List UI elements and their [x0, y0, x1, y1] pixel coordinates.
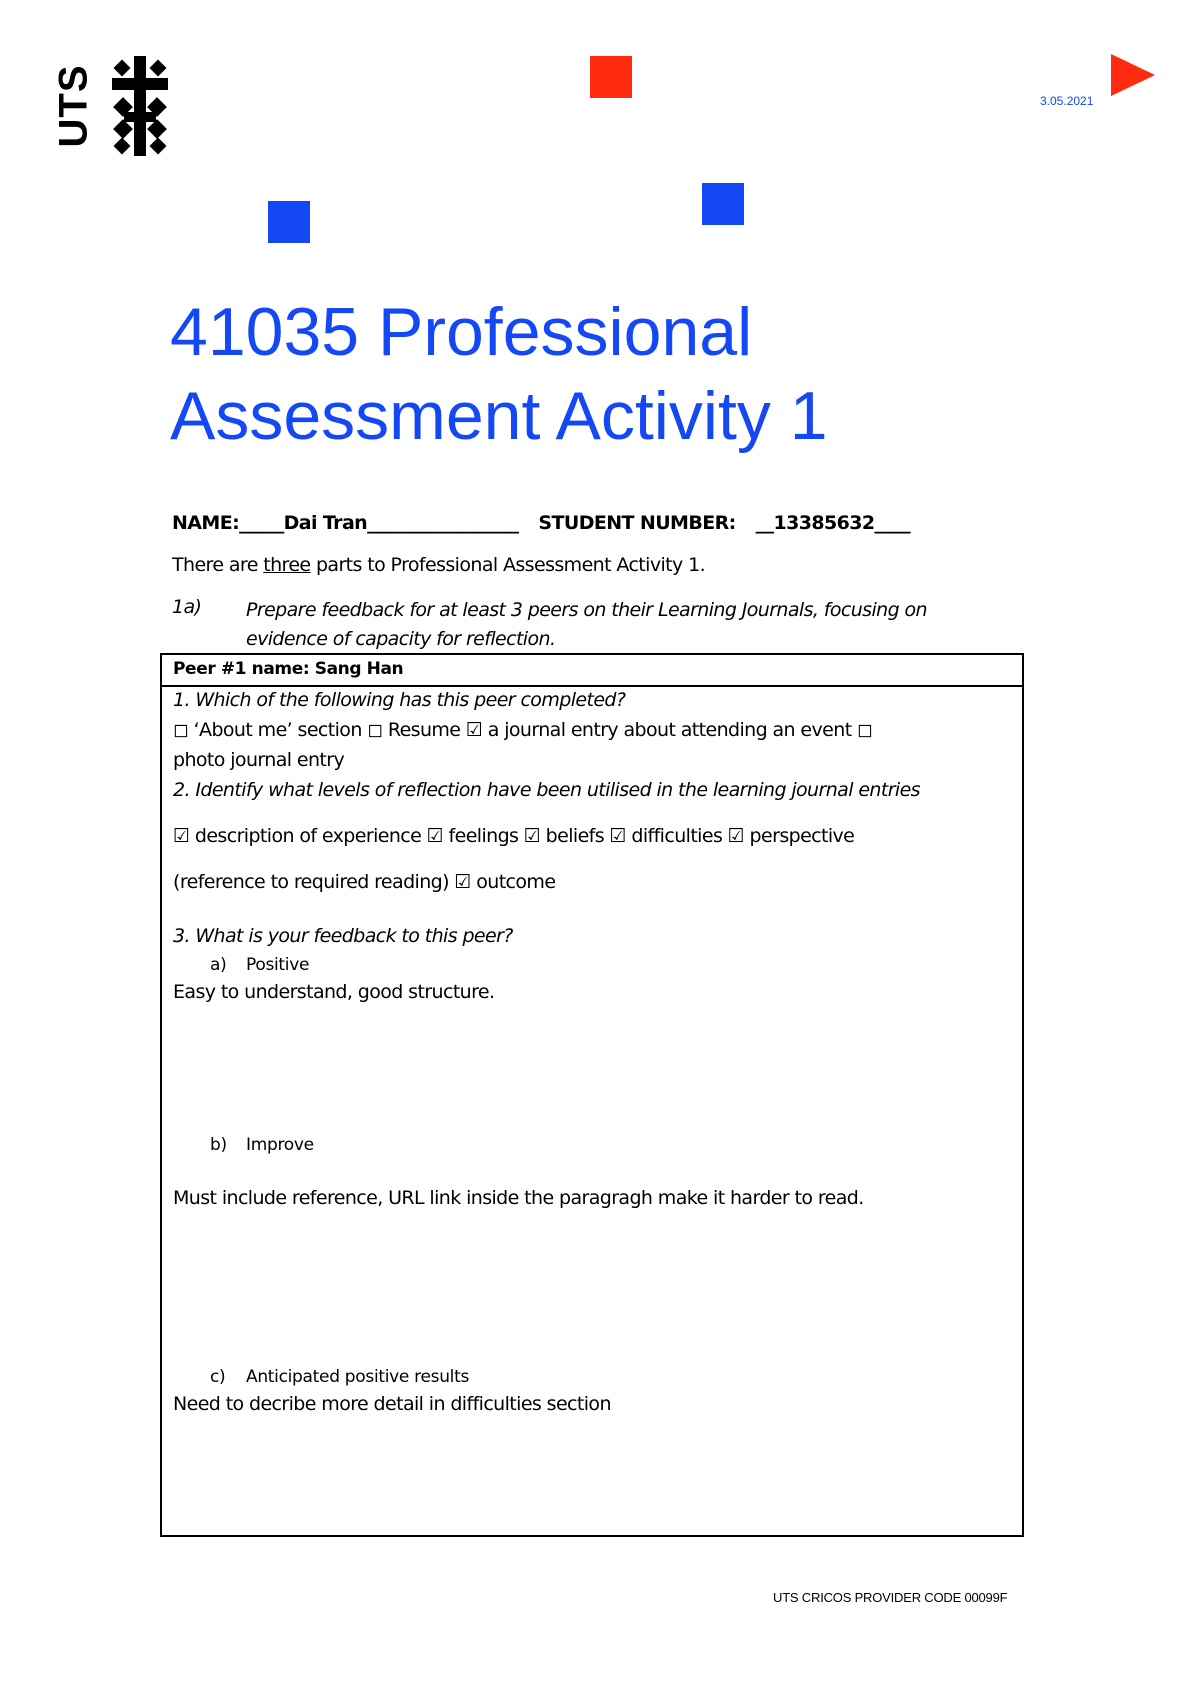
question-2: 2. Identify what levels of reflection have been utilised in the learning journal entries	[173, 779, 920, 801]
feedback-positive-label: a) Positive	[210, 955, 310, 975]
student-number-value: __13385632____	[755, 512, 911, 534]
decorative-red-square	[590, 56, 632, 98]
name-value: _____Dai Tran_________________	[239, 512, 519, 534]
uts-logo	[51, 56, 164, 156]
task-number: 1a)	[172, 596, 202, 618]
question-1: 1. Which of the following has this peer completed?	[173, 689, 626, 711]
feedback-positive-answer: Easy to understand, good structure.	[173, 981, 495, 1003]
peer-header	[162, 655, 1022, 687]
decorative-red-triangle	[1111, 54, 1155, 96]
document-date: 3.05.2021	[1040, 94, 1094, 108]
intro-text: There are three parts to Professional Assessment Activity 1.	[172, 554, 706, 576]
feedback-results-label: c) Anticipated positive results	[210, 1367, 470, 1387]
page-title	[170, 290, 828, 458]
peer-feedback-box	[160, 653, 1024, 1537]
name-label: NAME:	[172, 512, 240, 534]
peer-name: Peer #1 name: Sang Han	[173, 659, 404, 679]
logo-text: UTS	[51, 64, 96, 148]
decorative-blue-square	[268, 201, 310, 243]
decorative-blue-square	[702, 183, 744, 225]
student-number-label: STUDENT NUMBER:	[538, 512, 736, 534]
question-1-options: ◻ ‘About me’ section ◻ Resume ☑ a journal entry about attending an event ◻	[173, 719, 873, 741]
question-2-options-cont: (reference to required reading) ☑ outcome	[173, 871, 556, 893]
title-line-2: Assessment Activity 1	[170, 378, 828, 454]
question-3: 3. What is your feedback to this peer?	[173, 925, 513, 947]
question-1-options-cont: photo journal entry	[173, 749, 345, 771]
footer-provider-code: UTS CRICOS PROVIDER CODE 00099F	[773, 1590, 1008, 1605]
feedback-improve-label: b) Improve	[210, 1135, 314, 1155]
task-text: Prepare feedback for at least 3 peers on their Learning Journals, focusing on evidence of capacity for reflection.	[246, 599, 927, 650]
question-2-options: ☑ description of experience ☑ feelings ☑ beliefs ☑ difficulties ☑ perspective	[173, 825, 855, 847]
title-line-1: 41035 Professional	[170, 294, 753, 370]
feedback-improve-answer: Must include reference, URL link inside the paragragh make it harder to read.	[173, 1187, 864, 1209]
feedback-results-answer: Need to decribe more detail in difficulties section	[173, 1393, 611, 1415]
intro-emphasis: three	[263, 554, 311, 576]
student-details	[172, 512, 910, 534]
uts-crest-icon	[112, 56, 168, 156]
